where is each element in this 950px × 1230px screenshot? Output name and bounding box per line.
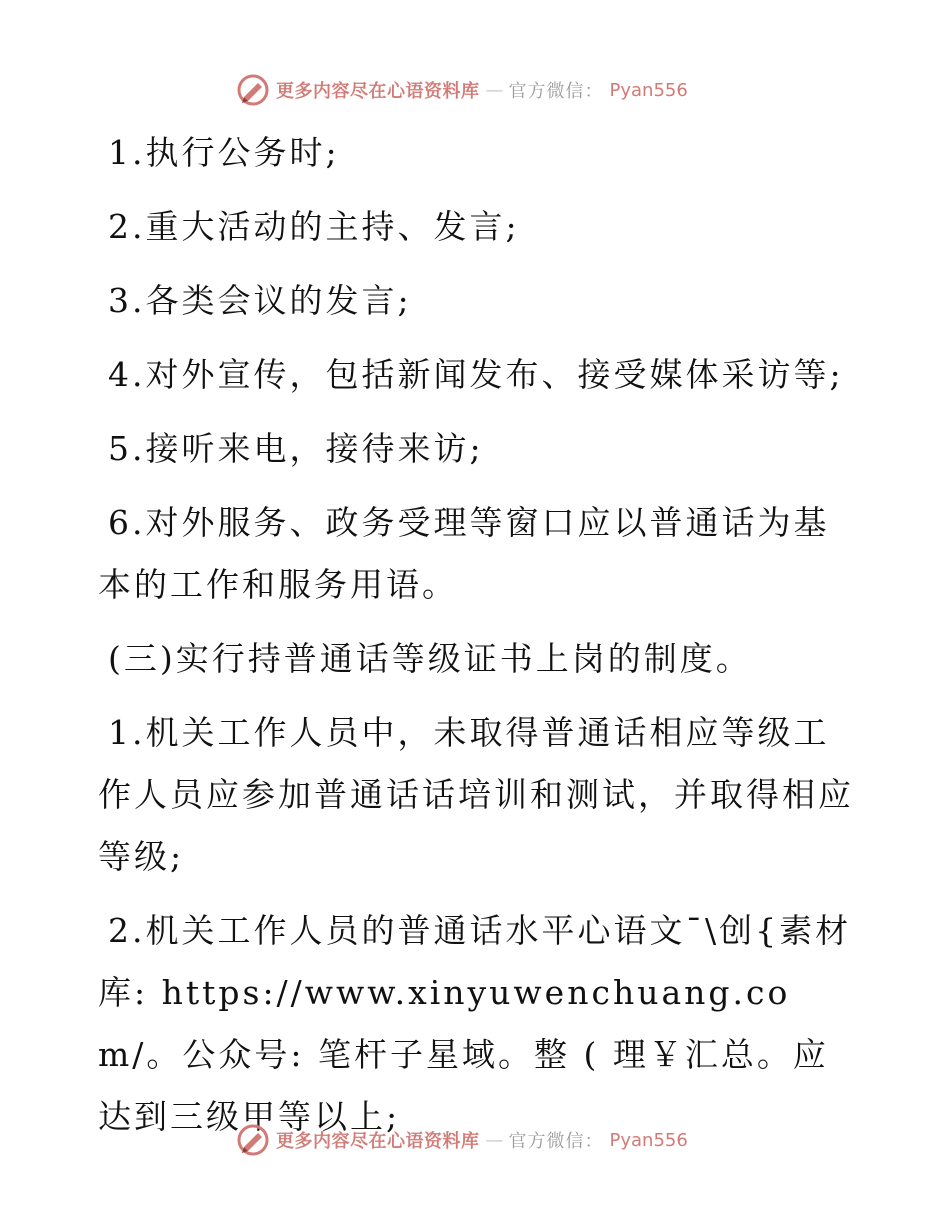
list-item: 2.机关工作人员的普通话水平心语文¯\创{素材库: https://www.xinyuwenchuang.com/。公众号: 笔杆子星域。整 ( 理￥汇总。应达到三级甲等以上; xyxy=(98,911,852,1136)
watermark-wechat-id: Pyan556 xyxy=(609,1129,688,1151)
section-heading: (三)实行持普通话等级证书上岗的制度。 xyxy=(108,639,752,678)
watermark-label: 官方微信： xyxy=(508,1131,604,1152)
document-body xyxy=(98,122,858,1160)
pen-logo-icon xyxy=(236,1123,270,1157)
header-watermark xyxy=(236,73,688,107)
list-item: 5.接听来电，接待来访; xyxy=(108,429,484,468)
list-item: 6.对外服务、政务受理等窗口应以普通话为基本的工作和服务用语。 xyxy=(98,503,830,604)
list-item: 1.机关工作人员中，未取得普通话相应等级工作人员应参加普通话话培训和测试，并取得相应等级; xyxy=(98,713,854,876)
watermark-brand-text: 更多内容尽在心语资料库 xyxy=(276,81,480,102)
watermark-separator: — xyxy=(485,1129,503,1151)
footer-watermark xyxy=(236,1123,688,1157)
list-item: 3.各类会议的发言; xyxy=(108,281,412,320)
list-item: 2.重大活动的主持、发言; xyxy=(108,207,520,246)
watermark-brand-text: 更多内容尽在心语资料库 xyxy=(276,1131,480,1152)
watermark-label: 官方微信： xyxy=(508,81,604,102)
watermark-separator: — xyxy=(485,79,503,101)
list-item: 1.执行公务时; xyxy=(108,133,340,172)
watermark-wechat-id: Pyan556 xyxy=(609,79,688,101)
pen-logo-icon xyxy=(236,73,270,107)
list-item: 4.对外宣传，包括新闻发布、接受媒体采访等; xyxy=(108,355,844,394)
